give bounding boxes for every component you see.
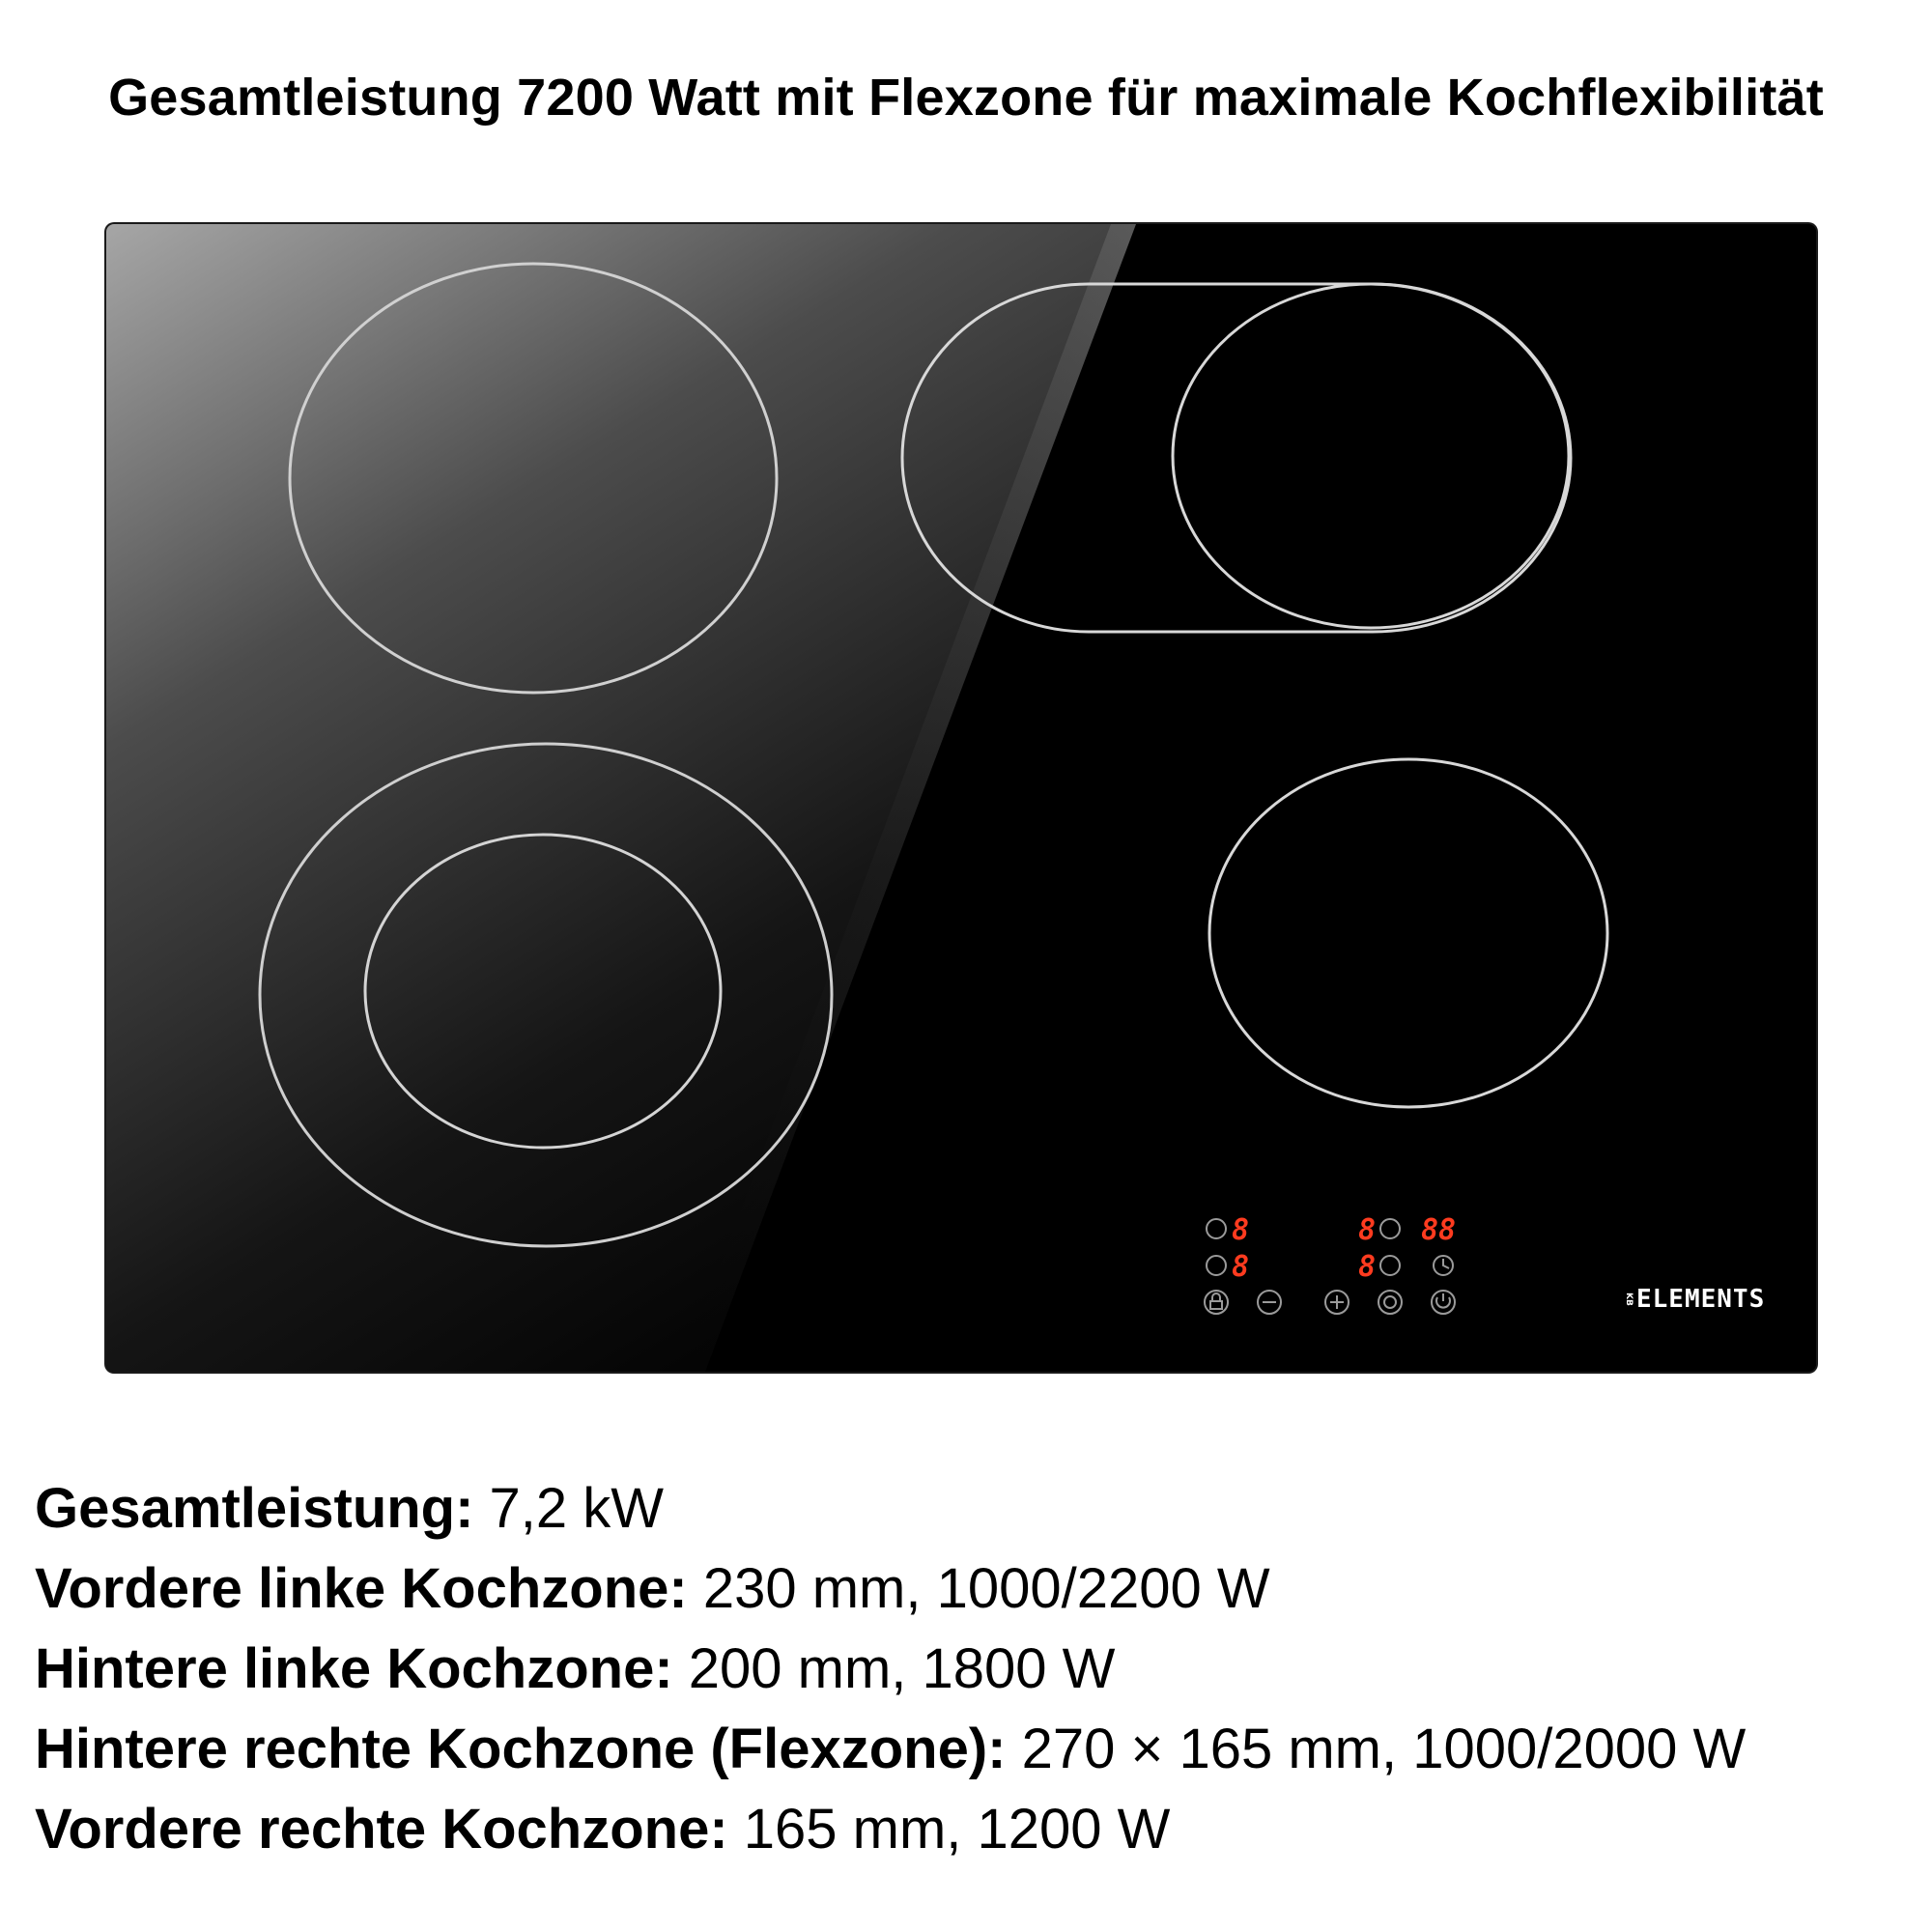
spec-label: Hintere rechte Kochzone (Flexzone): — [35, 1718, 1007, 1780]
brand-logo — [1624, 1285, 1765, 1314]
spec-value: 270 × 165 mm, 1000/2000 W — [1006, 1718, 1747, 1780]
display-digit-bottom-mid: 8 — [1358, 1250, 1377, 1284]
spec-label: Hintere linke Kochzone: — [35, 1637, 673, 1700]
spec-list — [35, 1468, 1909, 1869]
spec-value: 230 mm, 1000/2200 W — [687, 1557, 1270, 1620]
brand-name: ELEMENTS — [1636, 1285, 1766, 1314]
cooktop-graphic — [106, 224, 1816, 1372]
spec-line — [35, 1629, 1909, 1709]
display-digit-bottom-left: 8 — [1232, 1250, 1250, 1284]
spec-label: Gesamtleistung: — [35, 1477, 474, 1540]
brand-prefix — [1624, 1293, 1634, 1306]
display-timer: 88 — [1421, 1213, 1457, 1247]
headline: Gesamtleistung 7200 Watt mit Flexzone für maximale Kochflexibilität — [108, 69, 1824, 127]
spec-line — [35, 1468, 1909, 1548]
spec-label: Vordere rechte Kochzone: — [35, 1798, 728, 1861]
spec-value: 165 mm, 1200 W — [727, 1798, 1171, 1861]
spec-label: Vordere linke Kochzone: — [35, 1557, 688, 1620]
spec-line — [35, 1709, 1909, 1789]
spec-line — [35, 1789, 1909, 1869]
spec-value: 200 mm, 1800 W — [672, 1637, 1116, 1700]
display-digit-top-left: 8 — [1232, 1213, 1250, 1247]
cooktop — [106, 224, 1816, 1372]
spec-value: 7,2 kW — [473, 1477, 665, 1540]
spec-line — [35, 1548, 1909, 1629]
display-digit-top-mid: 8 — [1358, 1213, 1377, 1247]
brand-prefix-text: KB — [1624, 1293, 1634, 1306]
